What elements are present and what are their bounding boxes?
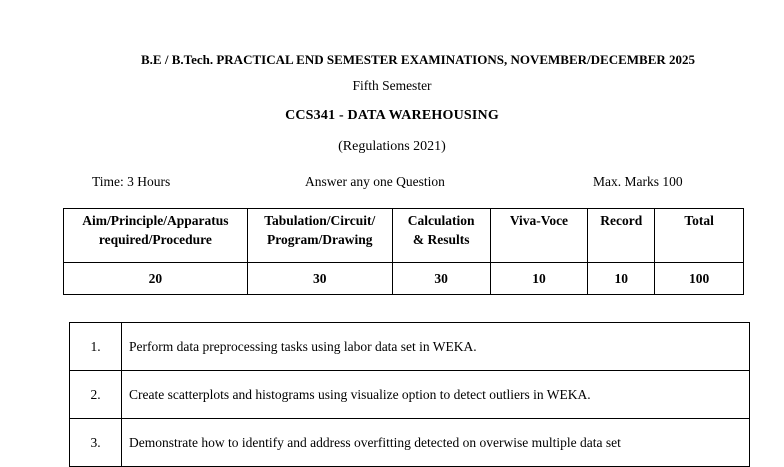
header-line: Viva-Voce [509, 213, 569, 228]
question-number: 2. [70, 371, 122, 419]
header-record [588, 209, 655, 263]
question-text: Create scatterplots and histograms using visualize option to detect outliers in WEKA. [122, 371, 750, 419]
header-line: & Results [412, 232, 470, 247]
value-tabulation: 30 [247, 263, 392, 295]
header-aim [64, 209, 248, 263]
header-calculation [392, 209, 490, 263]
question-number: 1. [70, 323, 122, 371]
instruction-label: Answer any one Question [305, 174, 445, 189]
header-line: Calculation [407, 213, 475, 228]
marks-table [63, 208, 744, 295]
semester-label: Fifth Semester [352, 78, 432, 93]
question-row [70, 371, 750, 419]
value-total: 100 [655, 263, 744, 295]
exam-title: B.E / B.Tech. PRACTICAL END SEMESTER EXAMINATIONS, NOVEMBER/DECEMBER 2025 [140, 52, 696, 67]
header-line: Program/Drawing [267, 232, 373, 247]
header-tabulation [247, 209, 392, 263]
question-row [70, 419, 750, 467]
max-marks-label: Max. Marks 100 [593, 174, 683, 189]
header-line: required/Procedure [98, 232, 212, 247]
value-calculation: 30 [392, 263, 490, 295]
header-line: Record [600, 213, 643, 228]
questions-table [69, 322, 750, 467]
header-line: Tabulation/Circuit/ [264, 213, 376, 228]
header-line: Total [684, 213, 714, 228]
question-number: 3. [70, 419, 122, 467]
marks-header-row [64, 209, 744, 263]
value-record: 10 [588, 263, 655, 295]
marks-value-row [64, 263, 744, 295]
time-label: Time: 3 Hours [92, 174, 171, 189]
header-line: Aim/Principle/Apparatus [82, 213, 229, 228]
question-text: Perform data preprocessing tasks using labor data set in WEKA. [122, 323, 750, 371]
value-aim: 20 [64, 263, 248, 295]
value-viva: 10 [490, 263, 588, 295]
course-title: CCS341 - DATA WAREHOUSING [285, 108, 499, 123]
regulations-label: (Regulations 2021) [338, 139, 446, 154]
question-row [70, 323, 750, 371]
header-viva [490, 209, 588, 263]
header-total [655, 209, 744, 263]
question-text: Demonstrate how to identify and address overfitting detected on overwise multiple data set [122, 419, 750, 467]
